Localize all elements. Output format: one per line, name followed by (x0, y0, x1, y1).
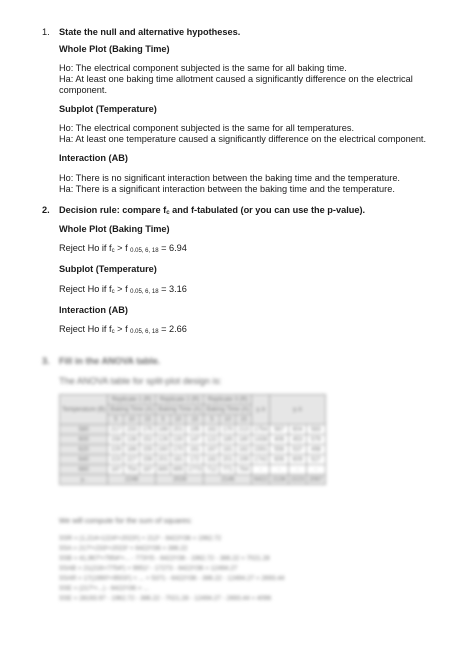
table-cell: 162 (204, 425, 220, 435)
section-3-intro: The ANOVA table for split-plot design is: (59, 376, 222, 386)
subplot-ha: Ha: At least one temperature caused a significantly difference on the electrical component. (59, 134, 427, 144)
table-cell: 170 (220, 425, 236, 435)
rule-mid: > f (114, 284, 131, 294)
whole-plot-ha-line1: Ha: At least one baking time allotment caused a significantly difference on the electrical (59, 74, 413, 84)
equation-line: SSE = (217²+...) - 6422²/36 = ... (59, 585, 149, 592)
table-cell: - (270, 465, 288, 475)
table-cell: 130 (171, 435, 186, 445)
table-cell: 182 (236, 445, 252, 455)
table-cell: 2028 (156, 475, 204, 485)
table-row (60, 435, 326, 445)
table-cell: 1438 (252, 435, 270, 445)
table-cell: 712 (204, 465, 220, 475)
section-1-heading: State the null and alternative hypotheses. (59, 27, 241, 37)
table-cell: 201 (220, 455, 236, 465)
section-2-heading-sub: c (166, 210, 170, 216)
rule-whole-plot (59, 243, 187, 257)
rule-subplot (59, 284, 187, 298)
table-cell: 181 (220, 445, 236, 455)
table-header: 5 (156, 415, 171, 425)
table-cell: 1591 (252, 445, 270, 455)
rule-value: = 6.94 (158, 243, 187, 253)
table-cell: 201 (171, 425, 186, 435)
table-cell: 453 (288, 435, 306, 445)
table-cell: 580 (60, 425, 108, 435)
section-1-number: 1. (42, 27, 50, 37)
table-cell: 138 (124, 435, 140, 445)
table-cell: 182 (204, 455, 220, 465)
section-2-heading-rest: and f-tabulated (or you can use the p-value). (169, 205, 366, 215)
table-cell: 126 (156, 435, 171, 445)
section-2-heading-text: Decision rule: compare f (59, 205, 167, 215)
rule-interaction (59, 324, 187, 338)
table-cell: 556 (270, 445, 288, 455)
table-cell: 160 (156, 445, 171, 455)
table-cell: 2067 (307, 475, 325, 485)
rule-mid: > f (114, 243, 131, 253)
section-2-heading (59, 205, 365, 219)
whole-plot-ho: Ho: The electrical component subjected is the same for all baking time. (59, 63, 347, 73)
table-cell: 2136 (270, 475, 288, 485)
equation-line: SSAB = 21(216+7754²) + 9951² - 17273 - 6422²/36 = 12494.27 (59, 565, 238, 572)
compute-intro: We will compute for the sum of squares: (59, 516, 193, 525)
table-cell: 186 (124, 445, 140, 455)
table-cell: 6422 (252, 475, 270, 485)
table-cell: 161 (186, 445, 204, 455)
rule-whole-plot-title: Whole Plot (Baking Time) (59, 224, 170, 234)
section-3-number: 3. (42, 356, 50, 366)
table-header: y..k (252, 395, 270, 425)
rule-value: = 3.16 (158, 284, 187, 294)
table-header: 5 (204, 415, 220, 425)
table-cell: 187 (108, 465, 124, 475)
table-row (60, 465, 326, 475)
table-cell: 606 (270, 455, 288, 465)
table-cell: 217 (108, 425, 124, 435)
table-header: 10 (220, 415, 236, 425)
table-cell: 567 (270, 425, 288, 435)
table-header: 10 (171, 415, 186, 425)
table-cell: 156 (140, 455, 156, 465)
table-cell: - (307, 465, 325, 475)
table-cell: 620 (60, 445, 108, 455)
table-cell: 1742 (252, 455, 270, 465)
table-cell: 660 (60, 465, 108, 475)
table-total-row (60, 475, 326, 485)
table-cell: 2146 (204, 475, 252, 485)
table-cell: 885 (156, 465, 171, 475)
table-row (60, 455, 326, 465)
rule-mid: > f (114, 324, 131, 334)
whole-plot-ha-line2: component. (59, 85, 108, 95)
table-cell: 175 (140, 425, 156, 435)
table-cell: 167 (204, 445, 220, 455)
table-header: Replicate 1 (R) (108, 395, 156, 405)
equation-line: SSE = 28193.97 - 1962.72 - 386.22 - 7021.28 - 12494.27 - 2693.44 = 4096 (59, 595, 272, 602)
rule-sub-df: 0.05, 6, 18 (130, 329, 159, 335)
section-3-heading: Fill in the ANOVA table. (59, 356, 161, 366)
equation-line: SSAR = 17(1990²+9503²) + ... + 5371 - 6422²/36 - 386.22 - 12494.27 = 2693.44 (59, 575, 285, 582)
table-cell: 754 (124, 465, 140, 475)
table-header: 15 (186, 415, 204, 425)
rule-sub-df: 0.05, 6, 18 (130, 248, 159, 254)
rule-interaction-title: Interaction (AB) (59, 305, 128, 315)
table-cell: 227 (124, 455, 140, 465)
table-cell: 771 (220, 465, 236, 475)
anova-body (60, 425, 326, 475)
rule-prefix: Reject Ho if f (59, 324, 112, 334)
table-cell: 498 (307, 445, 325, 455)
table-header: y..k (270, 395, 325, 425)
table-cell: 233 (124, 425, 140, 435)
table-row (60, 445, 326, 455)
table-cell: 181 (171, 455, 186, 465)
subplot-title: Subplot (Temperature) (59, 104, 157, 114)
interaction-title: Interaction (AB) (59, 153, 128, 163)
table-cell: 158 (108, 435, 124, 445)
table-cell: 122 (204, 435, 220, 445)
table-cell: 579 (307, 435, 325, 445)
table-cell: 1754 (252, 425, 270, 435)
table-cell: 185 (220, 435, 236, 445)
table-header: Baking Time (A) (108, 405, 156, 415)
table-header: Temperature (B) (60, 395, 108, 425)
table-cell: 537 (288, 445, 306, 455)
table-cell: 604 (288, 425, 306, 435)
equation-line: SSB = 41,967²+7954²+... - 773²/S - 6422²/36 - 1962.72 - 386.22 = 7021.28 (59, 555, 270, 562)
table-cell: 583 (307, 425, 325, 435)
table-cell: 640 (60, 455, 108, 465)
rule-value: = 2.66 (158, 324, 187, 334)
table-cell: 2223 (288, 475, 306, 485)
table-cell: 527 (307, 455, 325, 465)
table-cell: 188 (156, 425, 171, 435)
whole-plot-title: Whole Plot (Baking Time) (59, 44, 170, 54)
table-cell: 180 (236, 435, 252, 445)
table-header: Baking Time (A) (204, 405, 252, 415)
table-cell: 764 (236, 465, 252, 475)
table-header: 10 (124, 415, 140, 425)
table-cell: - (288, 465, 306, 475)
anova-table (59, 394, 326, 485)
table-cell: 213 (236, 425, 252, 435)
interaction-ha: Ha: There is a significant interaction between the baking time and the temperature. (59, 184, 395, 194)
equation-line: SSA = 217²+233²+2023² + 6422²/36 = 386.22 (59, 545, 188, 552)
table-cell: 155 (140, 445, 156, 455)
table-cell: 895 (171, 465, 186, 475)
table-cell: 609 (288, 455, 306, 465)
rule-subplot-title: Subplot (Temperature) (59, 264, 157, 274)
table-cell: 152 (140, 435, 156, 445)
section-2-number: 2. (42, 205, 50, 215)
table-header: 5 (108, 415, 124, 425)
table-header: Baking Time (A) (156, 405, 204, 415)
table-cell: 406 (270, 435, 288, 445)
table-header: 15 (236, 415, 252, 425)
rule-sub-df: 0.05, 6, 18 (130, 289, 159, 295)
equation-line: SSR = (1,214+1224²+2023²) + 212² - 6422²/36 = 1962.72 (59, 535, 222, 542)
table-row (60, 425, 326, 435)
table-cell: 187 (140, 465, 156, 475)
rule-sub-c: c (111, 248, 115, 254)
table-cell: 170 (171, 445, 186, 455)
subplot-ho: Ho: The electrical component subjected is the same for all temperatures. (59, 123, 354, 133)
table-cell: y.. (60, 475, 108, 485)
table-cell: 600 (60, 435, 108, 445)
table-cell: 147 (186, 435, 204, 445)
table-cell: 201 (156, 455, 171, 465)
interaction-ho: Ho: There is no significant interaction between the baking time and the temperature. (59, 173, 400, 183)
table-cell: 195 (186, 425, 204, 435)
table-cell: 1773 (186, 465, 204, 475)
rule-sub-c: c (111, 289, 115, 295)
rule-prefix: Reject Ho if f (59, 284, 112, 294)
rule-sub-c: c (111, 329, 115, 335)
table-cell: 199 (236, 455, 252, 465)
table-cell: 172 (186, 455, 204, 465)
table-cell: 229 (108, 445, 124, 455)
table-cell: 223 (108, 455, 124, 465)
table-header: 15 (140, 415, 156, 425)
rule-prefix: Reject Ho if f (59, 243, 112, 253)
table-cell: - (252, 465, 270, 475)
table-header: Replicate 2 (R) (156, 395, 204, 405)
table-cell: 2248 (108, 475, 156, 485)
table-header: Replicate 3 (R) (204, 395, 252, 405)
